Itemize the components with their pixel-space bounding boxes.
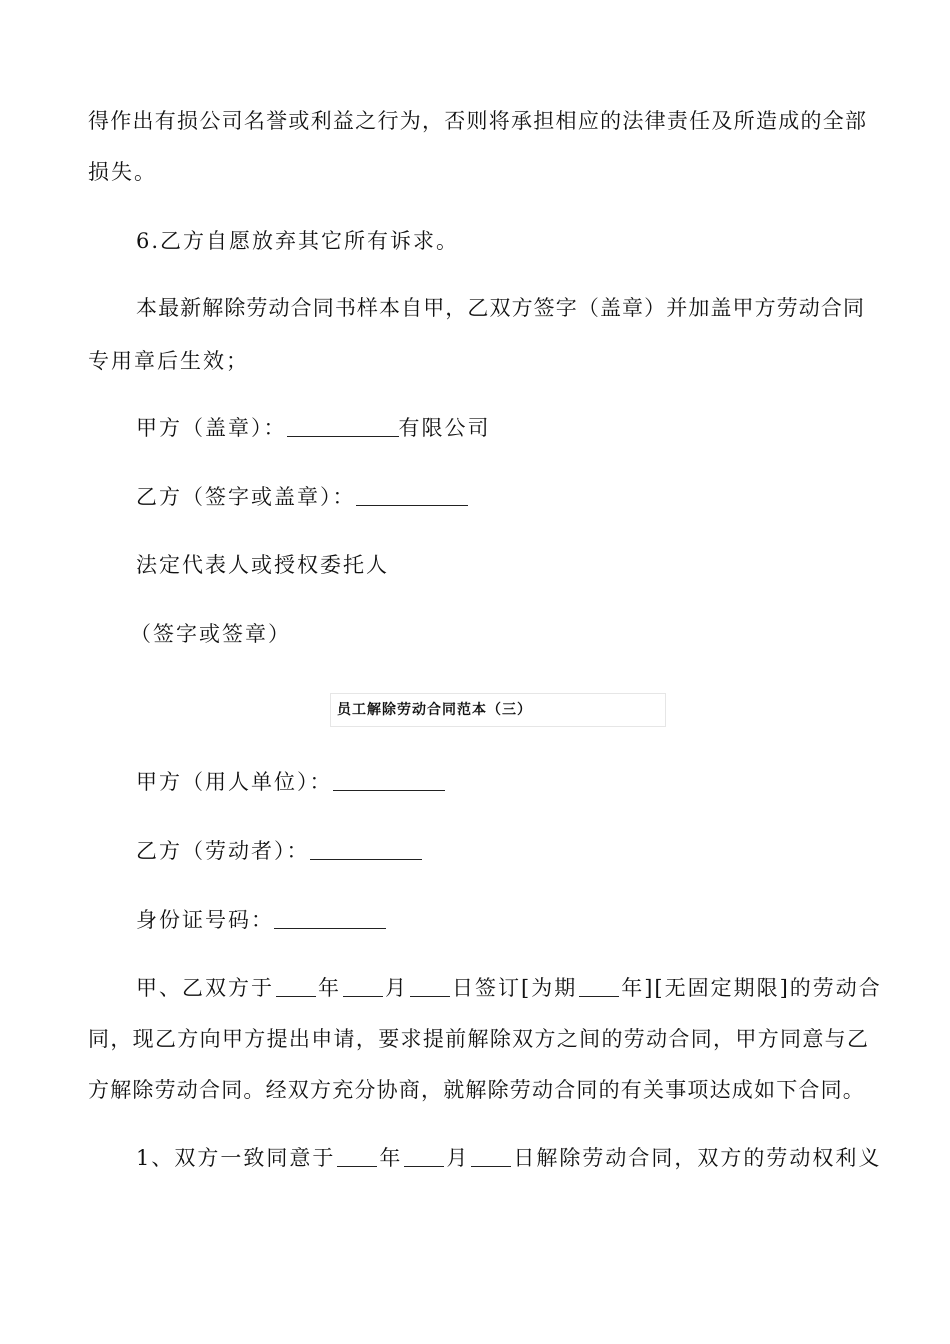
employee-label: 乙方（劳动者）： [136,839,310,863]
employer-blank[interactable] [333,770,445,791]
text-segment: 月 [385,976,408,1000]
month-blank[interactable] [343,976,383,997]
employer-label: 甲方（用人单位）： [136,770,333,794]
clause-6: 6.乙方自愿放弃其它所有诉求。 [136,229,460,253]
party-b-label: 乙方（签字或盖章）： [136,485,356,509]
day-blank[interactable] [471,1146,511,1167]
id-number-blank[interactable] [274,908,386,929]
employer-line [136,767,445,797]
id-label: 身份证号码： [136,908,274,932]
party-b-blank[interactable] [356,485,468,506]
text-segment: 日解除劳动合同，双方的劳动权利义 [513,1146,882,1170]
party-a-blank[interactable] [287,416,399,437]
party-a-seal-line [136,413,491,443]
text-segment: 年][无固定期限]的劳动合 [621,976,882,1000]
text-segment: 日签订[为期 [452,976,578,1000]
legal-rep-label: 法定代表人或授权委托人 [136,553,389,577]
text-segment: 月 [446,1146,470,1170]
paragraph-line: 本最新解除劳动合同书样本自甲，乙双方签字（盖章）并加盖甲方劳动合同 [136,296,864,320]
paragraph-line: 得作出有损公司名誉或利益之行为，否则将承担相应的法律责任及所造成的全部 [88,109,866,133]
employee-line [136,836,422,866]
section-heading: 员工解除劳动合同范本（三） [337,702,532,718]
year-blank[interactable] [337,1146,377,1167]
paragraph-line: 专用章后生效； [88,349,249,373]
paragraph-line [136,973,882,1003]
id-number-line [136,905,386,935]
employee-blank[interactable] [310,839,422,860]
day-blank[interactable] [410,976,450,997]
section-heading-box [330,693,666,727]
text-segment: 甲、乙双方于 [136,976,274,1000]
month-blank[interactable] [404,1146,444,1167]
paragraph-line: 损失。 [88,160,157,184]
paragraph-line: 方解除劳动合同。经双方充分协商，就解除劳动合同的有关事项达成如下合同。 [88,1078,865,1102]
term-years-blank[interactable] [579,976,619,997]
paragraph-line: 同，现乙方向甲方提出申请，要求提前解除双方之间的劳动合同，甲方同意与乙 [88,1027,868,1051]
party-b-sign-line [136,482,468,512]
party-a-suffix: 有限公司 [398,416,491,440]
year-blank[interactable] [276,976,316,997]
text-segment: 年 [318,976,341,1000]
sign-note: （签字或签章） [130,622,291,646]
text-segment: 年 [379,1146,403,1170]
clause-1 [136,1143,881,1173]
text-segment: 1、双方一致同意于 [136,1146,336,1170]
party-a-label: 甲方（盖章）： [136,416,287,440]
